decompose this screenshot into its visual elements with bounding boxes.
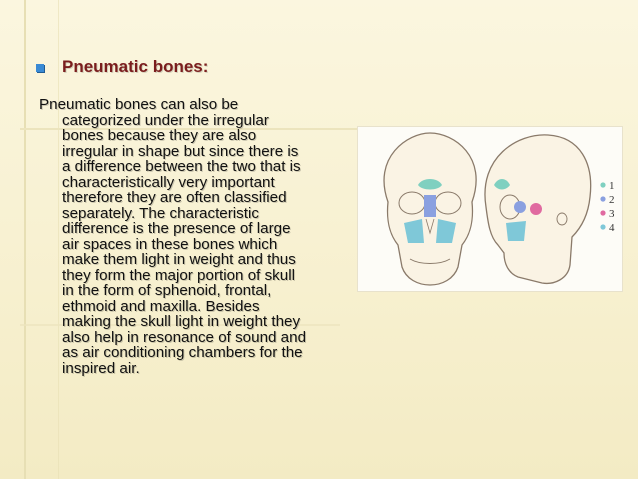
legend-marker: [600, 196, 605, 201]
side-maxillary-sinus: [506, 221, 526, 241]
body-line: irregular in shape but since there is: [62, 142, 299, 160]
ethmoid-sinus: [424, 195, 436, 217]
legend-marker: [600, 210, 605, 215]
side-skull: [485, 135, 591, 283]
legend-label: 2: [609, 194, 615, 206]
body-line: making the skull light in weight they: [62, 313, 301, 330]
body-line: in the form of sphenoid, frontal,: [62, 282, 272, 299]
body-line: therefore they are often classified: [62, 189, 287, 206]
body-line: also help in resonance of sound and: [62, 328, 307, 346]
skull-sinus-illustration: [357, 126, 623, 292]
side-sphenoid-sinus: [530, 203, 542, 215]
legend-label: 1: [609, 180, 615, 192]
body-line: inspired air.: [62, 359, 140, 377]
skull-illustration-svg: [358, 127, 622, 291]
legend-marker: [600, 182, 605, 187]
body-paragraph: [39, 97, 364, 376]
body-line: air spaces in these bones which: [62, 235, 278, 253]
body-line: as air conditioning chambers for the: [62, 344, 303, 361]
legend-label: 4: [609, 222, 615, 234]
legend-label: 3: [609, 208, 615, 220]
decorative-vertical-line: [24, 0, 26, 479]
legend: [600, 180, 615, 234]
body-line: characteristically very important: [62, 173, 275, 191]
body-line: difference is the presence of large: [62, 220, 291, 237]
body-line: ethmoid and maxilla. Besides: [62, 297, 260, 315]
bullet-icon: [36, 64, 44, 72]
body-line: a difference between the two that is: [62, 158, 301, 175]
body-line: categorized under the irregular: [62, 111, 269, 129]
side-ethmoid-sinus: [514, 201, 526, 213]
body-line: they form the major portion of skull: [62, 266, 295, 284]
legend-marker: [600, 224, 605, 229]
body-line: Pneumatic bones can also be: [39, 96, 239, 113]
slide-heading: Pneumatic bones:: [62, 57, 209, 76]
body-line: bones because they are also: [62, 127, 257, 144]
body-line: make them light in weight and thus: [62, 251, 296, 268]
body-line: separately. The characteristic: [62, 204, 259, 222]
front-skull: [384, 133, 476, 285]
